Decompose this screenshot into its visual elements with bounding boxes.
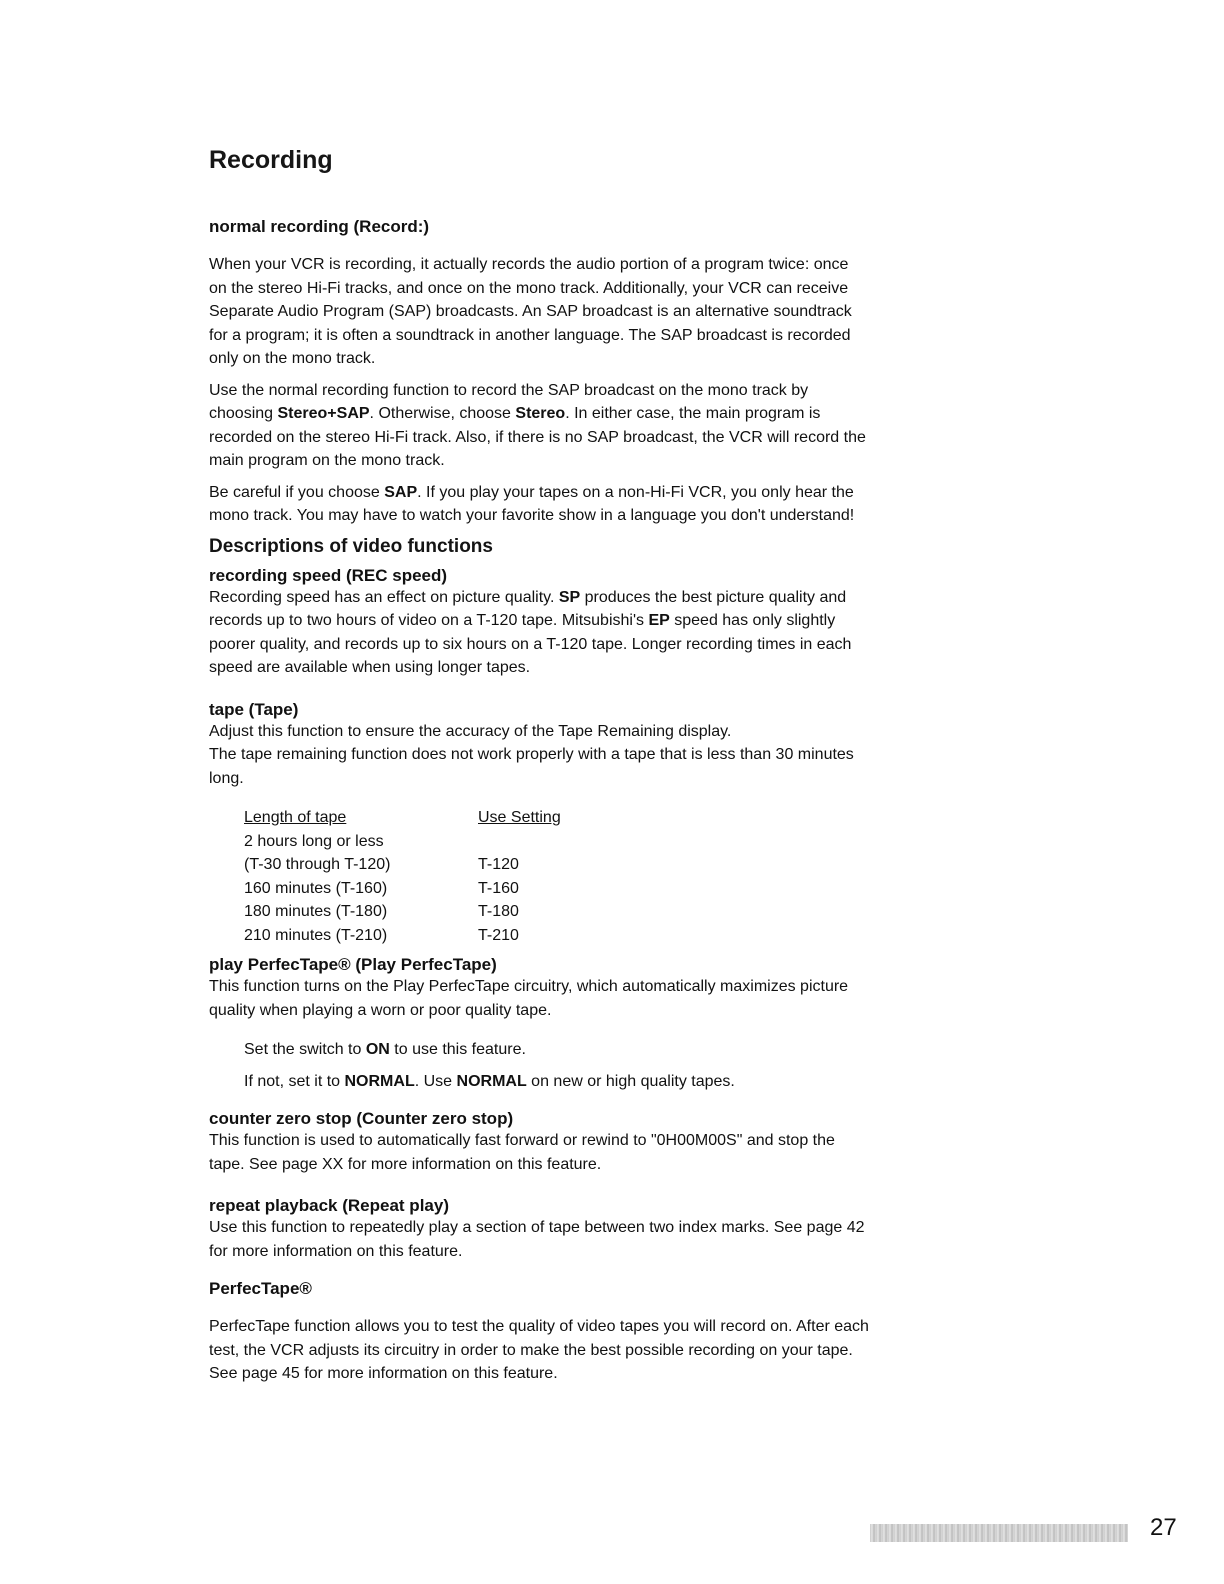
on-term: ON [365, 1041, 390, 1058]
repeat-playback-text: Use this function to repeatedly play a section of tape between two index marks. See page 42 for more information on this feature. [209, 1219, 865, 1260]
page-number: 27 [1150, 1514, 1177, 1541]
page-title: Recording [209, 146, 333, 174]
stereo-sap-term: Stereo+SAP [277, 405, 370, 422]
tape-text-1: Adjust this function to ensure the accuracy of the Tape Remaining display. [209, 722, 732, 740]
table-row [244, 877, 869, 901]
footer-decorative-bar [870, 1524, 1128, 1542]
setting-cell: T-120 [478, 856, 519, 873]
table-row [244, 924, 869, 948]
tape-text-2: The tape remaining function does not work properly with a tape that is less than 30 minutes long. [209, 746, 854, 787]
video-functions-heading: Descriptions of video functions [209, 535, 493, 557]
stereo-term: Stereo [515, 405, 566, 422]
normal-recording-paragraph-2: Use the normal recording function to record the SAP broadcast on the mono track by choosing Stereo+SAP. Otherwise, choose Stereo. In either case, the main program is recorded on the stereo Hi-Fi track. Also, if there is no SAP broadcast, the VCR will record the main program on the mono track. [209, 381, 866, 469]
play-perfectape-heading: play PerfecTape® (Play PerfecTape) [209, 955, 497, 974]
length-cell: 2 hours long or less [244, 832, 384, 850]
play-perfectape-text: This function turns on the Play PerfecTape circuitry, which automatically maximizes picture quality when playing a worn or poor quality tape. [209, 978, 849, 1019]
table-header-row [244, 806, 869, 830]
ep-term: EP [648, 612, 670, 629]
setting-column-header: Use Setting [478, 809, 561, 826]
normal-term: NORMAL [456, 1072, 527, 1090]
repeat-playback-heading: repeat playback (Repeat play) [209, 1196, 449, 1215]
normal-recording-heading: normal recording (Record:) [209, 217, 430, 236]
normal-recording-paragraph-3: Be careful if you choose SAP. If you play your tapes on a non-Hi-Fi VCR, you only hear the mono track. You may have to watch your favorite show in a language you don't understand! [209, 483, 855, 524]
counter-zero-stop-heading: counter zero stop (Counter zero stop) [209, 1109, 514, 1128]
page-content [209, 217, 869, 1386]
perfectape-text: PerfecTape function allows you to test the quality of video tapes you will record on. After each test, the VCR adjusts its circuitry in order to make the best possible recording on your tape. See page 45 for more information on this feature. [209, 1318, 869, 1382]
setting-cell: T-210 [478, 926, 519, 944]
sp-term: SP [558, 588, 581, 606]
normal-term: NORMAL [344, 1072, 415, 1090]
play-perfectape-on-instruction: Set the switch to ON to use this feature. [244, 1041, 526, 1058]
tape-length-table [244, 806, 869, 947]
table-row [244, 830, 869, 854]
setting-cell: T-180 [478, 903, 519, 920]
length-cell: 180 minutes (T-180) [244, 903, 388, 920]
counter-zero-stop-text: This function is used to automatically fast forward or rewind to "0H00M00S" and stop the tape. See page XX for more information on this feature. [209, 1132, 835, 1173]
rec-speed-heading: recording speed (REC speed) [209, 565, 448, 585]
tape-heading: tape (Tape) [209, 699, 299, 719]
length-cell: 160 minutes (T-160) [244, 879, 388, 897]
play-perfectape-normal-instruction: If not, set it to NORMAL. Use NORMAL on new or high quality tapes. [244, 1072, 735, 1090]
length-cell: 210 minutes (T-210) [244, 926, 388, 944]
sap-term: SAP [384, 483, 418, 501]
length-cell: (T-30 through T-120) [244, 856, 391, 873]
rec-speed-text: Recording speed has an effect on picture quality. SP produces the best picture quality and records up to two hours of video on a T-120 tape. Mitsubishi's EP speed has only slightly poorer quality, and records up to six hours on a T-120 tape. Longer recording times in each speed are available when using longer tapes. [209, 588, 852, 676]
setting-cell [478, 830, 638, 854]
table-row [244, 900, 869, 924]
setting-cell: T-160 [478, 879, 519, 897]
table-row [244, 853, 869, 877]
length-column-header: Length of tape [244, 809, 347, 826]
perfectape-heading: PerfecTape® [209, 1279, 312, 1298]
normal-recording-paragraph-1: When your VCR is recording, it actually records the audio portion of a program twice: once on the stereo Hi-Fi tracks, and once on the mono track. Additionally, your VCR can receive Separate Audio Program (SAP) broadcasts. An SAP broadcast is an alternative soundtrack for a program; it is often a soundtrack in another language. The SAP broadcast is recorded only on the mono track. [209, 256, 852, 367]
